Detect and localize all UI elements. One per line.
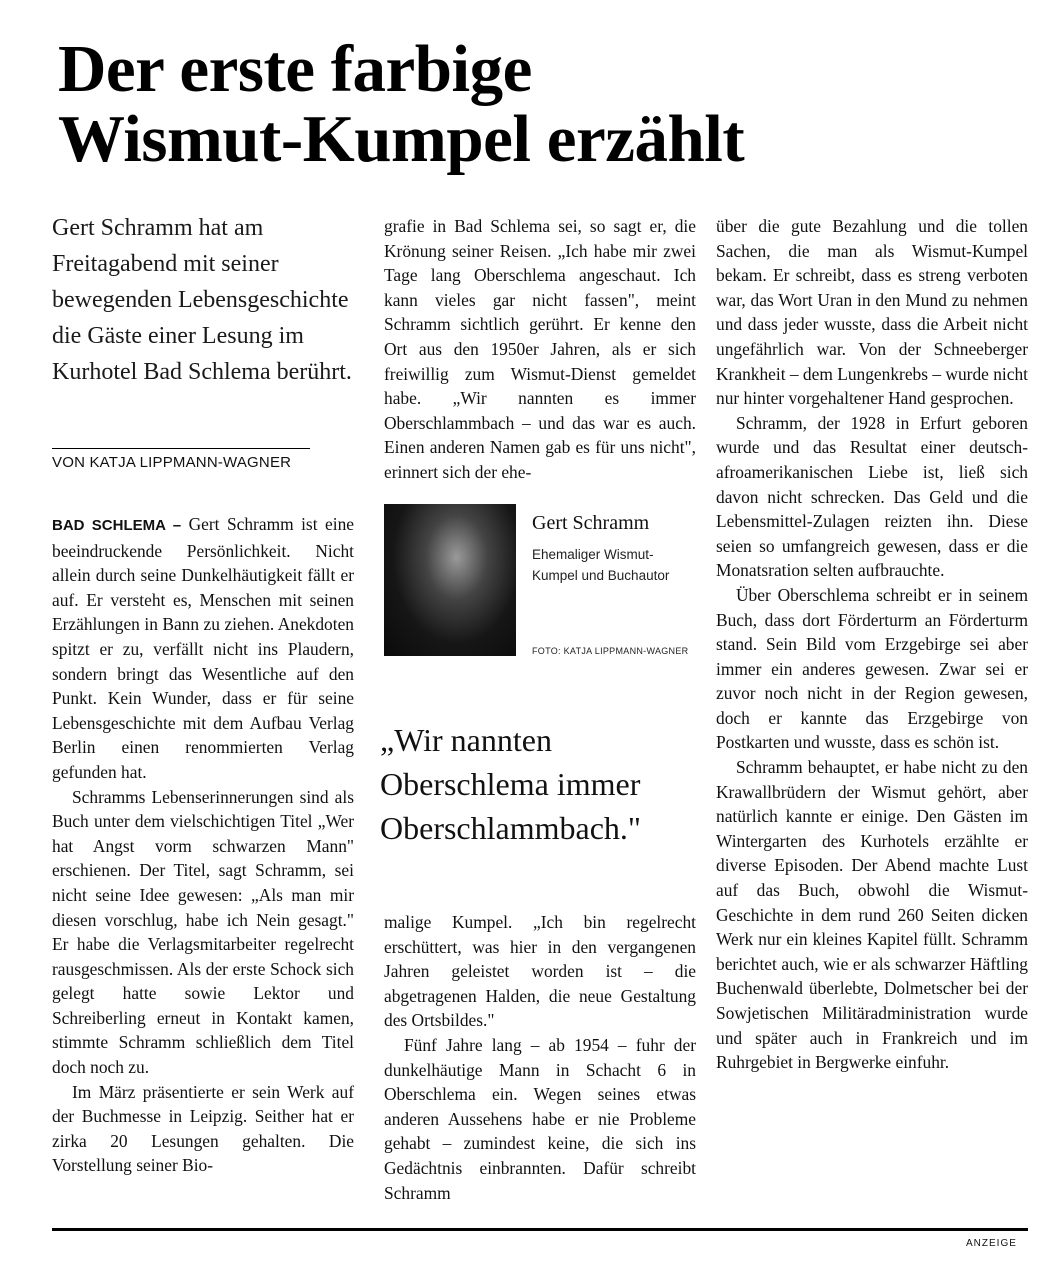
photo-credit: FOTO: KATJA LIPPMANN-WAGNER — [532, 646, 689, 656]
paragraph-text: Gert Schramm ist eine beeindruckende Persönlichkeit. Nicht allein durch seine Dunkelhäutigkeit fällt er auf. Er versteht es, Menschen mit seinen Erzählungen in Bann zu ziehen. Anekdoten spitzt er zu, verfällt nicht ins Plaudern, sondern bringt das Wesentliche auf den Punkt. Kein Wunder, dass er für seine Lebensgeschichte mit dem Aufbau Verlag Berlin einen renommierten Verlag gefunden hat. — [52, 514, 354, 782]
paragraph: malige Kumpel. „Ich bin regelrecht erschüttert, was hier in den vergangenen Jahren geleistet worden ist – die abgetragenen Halden, die neue Gestaltung des Ortsbildes." — [384, 912, 696, 1031]
dateline: BAD SCHLEMA – — [52, 517, 182, 534]
article-column-2-bottom — [384, 910, 696, 1205]
article-byline: VON KATJA LIPPMANN-WAGNER — [52, 454, 292, 471]
paragraph: Schramms Lebenserinnerungen sind als Buch unter dem vielschichtigen Titel „Wer hat Angst vorm schwarzen Mann" erschienen. Der Titel, sagt Schramm, sei nicht seine Idee gewesen: „Als man mir diesen vorschlug, habe ich Nein gesagt." Er habe die Verlagsmitarbeiter regelrecht rausgeschmissen. Als der erste Schock sich gelegt hatte sowie Lektor und Schreiberling erneut in Kontakt kamen, stimmte Schramm schließlich dem Titel doch noch zu. — [52, 786, 354, 1078]
paragraph: Schramm behauptet, er habe nicht zu den Krawallbrüdern der Wismut gehört, aber natürlich kannte er einige. Den Gästen im Wintergarten des Kurhotels erzählte er diverse Episoden. Der Abend machte Lust auf das Buch, obwohl die Wismut-Geschichte in dem rund 260 Seiten dicken Werk nur ein kleines Kapitel füllt. Schramm berichtet auch, wie er als schwarzer Häftling Buchenwald überlebte, Dolmetscher bei der Sowjetischen Militäradministration wurde und später auch in Frankreich und im Ruhrgebiet in Bergwerke einfuhr. — [716, 757, 1028, 1073]
headline-line-1: Der erste farbige — [58, 32, 532, 106]
article-headline — [58, 34, 958, 174]
photo-caption-box — [384, 498, 696, 663]
paragraph: Fünf Jahre lang – ab 1954 – fuhr der dunkelhäutige Mann in Schacht 6 in Oberschlema ein. Wegen seines etwas anderen Aussehens habe er nie Probleme gehabt – zumindest keine, die sich ins Gedächtnis einbrannten. Dafür schreibt Schramm — [384, 1034, 696, 1203]
paragraph: Schramm, der 1928 in Erfurt geboren wurde und das Resultat einer deutsch-afroamerikanischen Liebe ist, ließ sich davon nicht schrecken. Das Geld und die Lebensmittel-Zulagen reizten ihn. Diese seien so umfangreich gewesen, dass er die Monatsration selten aufbrauchte. — [716, 412, 1028, 581]
paragraph — [52, 512, 354, 785]
portrait-photo — [384, 504, 516, 656]
photo-description: Ehemaliger Wismut-Kumpel und Buchautor — [532, 547, 670, 583]
byline-divider — [52, 448, 310, 449]
article-column-2-top — [384, 214, 696, 485]
photo-person-name: Gert Schramm — [532, 512, 650, 534]
article-lead: Gert Schramm hat am Freitagabend mit seiner bewegenden Lebensgeschichte die Gäste einer Lesung im Kurhotel Bad Schlema berührt. — [52, 215, 352, 385]
pull-quote: „Wir nannten Oberschlema immer Oberschlammbach." — [380, 722, 641, 846]
footer-divider — [52, 1228, 1028, 1231]
advertisement-label: ANZEIGE — [966, 1238, 1017, 1249]
paragraph: grafie in Bad Schlema sei, so sagt er, die Krönung seiner Reisen. „Ich habe mir zwei Tage lang Oberschlema angeschaut. Ich kann vieles gar nicht fassen", meint Schramm sichtlich gerührt. Er kenne den Ort aus den 1950er Jahren, als er sich freiwillig zum Wismut-Dienst gemeldet habe. „Wir nannten es immer Oberschlammbach – und das war es auch. Einen anderen Namen gab es für uns nicht", erinnert sich der ehe- — [384, 216, 696, 482]
headline-line-2: Wismut-Kumpel erzählt — [58, 102, 745, 176]
paragraph: Im März präsentierte er sein Werk auf der Buchmesse in Leipzig. Seither hat er zirka 20 Lesungen gehalten. Die Vorstellung seiner Bio- — [52, 1081, 354, 1176]
article-column-1 — [52, 512, 354, 1178]
paragraph: Über Oberschlema schreibt er in seinem Buch, dass dort Förderturm an Förderturm stand. Sein Bild vom Erzgebirge sei aber immer ein anderes gewesen. Zwar sei er zuvor noch nicht in der Region gewesen, doch er kannte das Erzgebirge von Postkarten und wusste, dass es schön ist. — [716, 584, 1028, 753]
article-column-3 — [716, 214, 1028, 1075]
paragraph: über die gute Bezahlung und die tollen Sachen, die man als Wismut-Kumpel bekam. Er schreibt, dass es streng verboten war, das Wort Uran in den Mund zu nehmen und dass jeder wusste, dass die Arbeit nicht ungefährlich war. Von der Schneeberger Krankheit – dem Lungenkrebs – wurde nicht nur hinter vorgehaltener Hand gesprochen. — [716, 216, 1028, 409]
